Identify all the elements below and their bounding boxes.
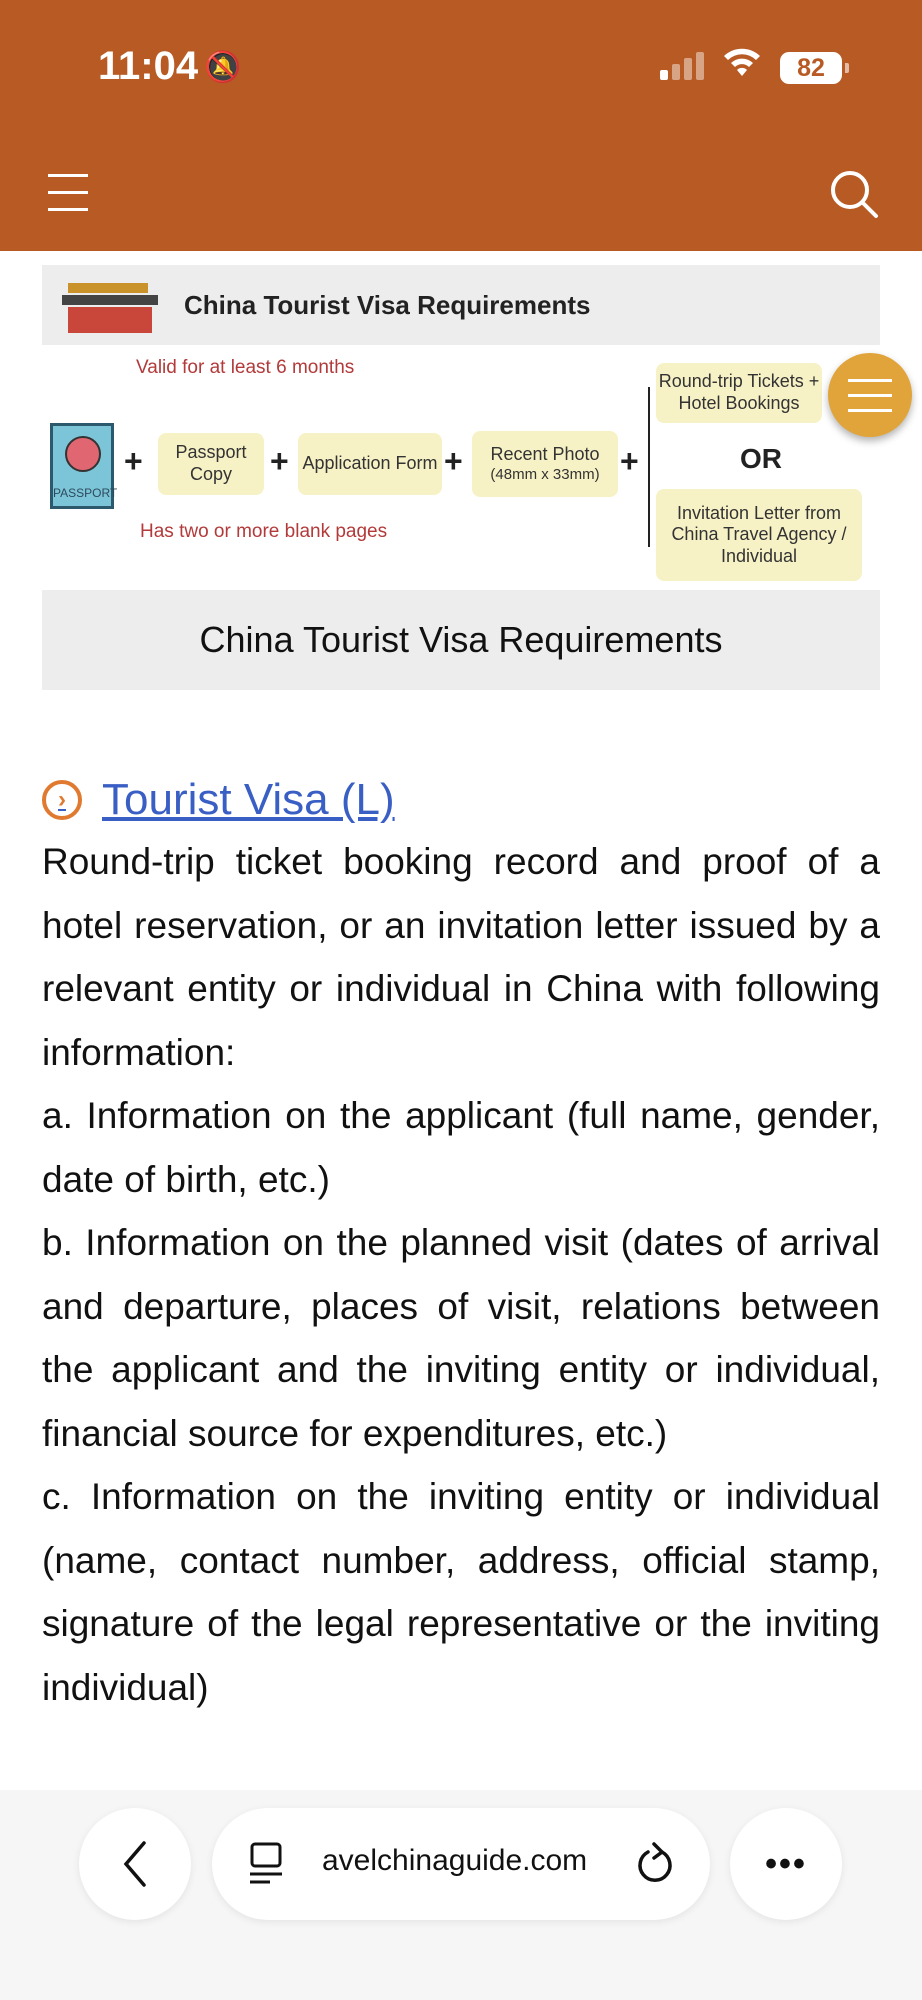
- list-item: b. Information on the planned visit (dates of arrival and departure, places of visit, relations between the applicant and the inviting entity or individual, financial source for expenditures, etc.): [42, 1222, 880, 1454]
- plus-sign: +: [620, 443, 639, 479]
- more-options-button[interactable]: [730, 1808, 842, 1920]
- signal-icon: [660, 52, 704, 80]
- application-form-box: Application Form: [298, 433, 442, 495]
- page-menu-icon: [248, 1842, 284, 1886]
- visa-requirements-figure: [42, 265, 880, 690]
- intro-paragraph: Round-trip ticket booking record and proof of a hotel reservation, or an invitation letter issued by a relevant entity or individual in China with following information:: [42, 841, 880, 1073]
- figure-caption: China Tourist Visa Requirements: [42, 590, 880, 690]
- wifi-icon: [722, 44, 762, 80]
- list-item: c. Information on the inviting entity or individual (name, contact number, address, official stamp, signature of the legal representative or the inviting individual): [42, 1476, 880, 1708]
- plus-sign: +: [124, 443, 143, 479]
- article-section: [42, 770, 880, 1719]
- valid-note: Valid for at least 6 months: [136, 357, 355, 378]
- or-label: OR: [740, 443, 782, 474]
- status-time: 11:04: [98, 44, 199, 88]
- site-header: [0, 0, 922, 251]
- more-icon: •••: [765, 1844, 807, 1883]
- passport-icon: PASSPORT: [50, 423, 114, 509]
- recent-photo-box: Recent Photo (48mm x 33mm): [472, 431, 618, 497]
- plus-sign: +: [444, 443, 463, 479]
- plus-sign: +: [270, 443, 289, 479]
- address-bar[interactable]: [212, 1808, 710, 1920]
- url-text: avelchinaguide.com: [322, 1844, 588, 1877]
- chevron-left-icon: [120, 1839, 150, 1889]
- hamburger-menu-icon[interactable]: [48, 174, 88, 216]
- chevron-circle-icon: ›: [42, 780, 82, 820]
- option-invitation-box: Invitation Letter from China Travel Agency / Individual: [656, 489, 862, 581]
- passport-copy-box: Passport Copy: [158, 433, 264, 495]
- brace: [648, 387, 652, 547]
- bell-muted-icon: 🔕: [204, 51, 242, 84]
- option-tickets-box: Round-trip Tickets + Hotel Bookings: [656, 363, 822, 423]
- floating-menu-button[interactable]: [828, 353, 912, 437]
- figure-title: China Tourist Visa Requirements: [184, 289, 591, 320]
- tourist-visa-link[interactable]: Tourist Visa (L): [102, 775, 395, 824]
- pages-note: Has two or more blank pages: [140, 521, 388, 542]
- temple-icon: [58, 277, 172, 333]
- back-button[interactable]: [79, 1808, 191, 1920]
- reload-icon[interactable]: [636, 1840, 676, 1888]
- list-item: a. Information on the applicant (full name, gender, date of birth, etc.): [42, 1095, 880, 1200]
- battery-indicator: 82: [780, 52, 842, 84]
- search-icon[interactable]: [828, 168, 880, 220]
